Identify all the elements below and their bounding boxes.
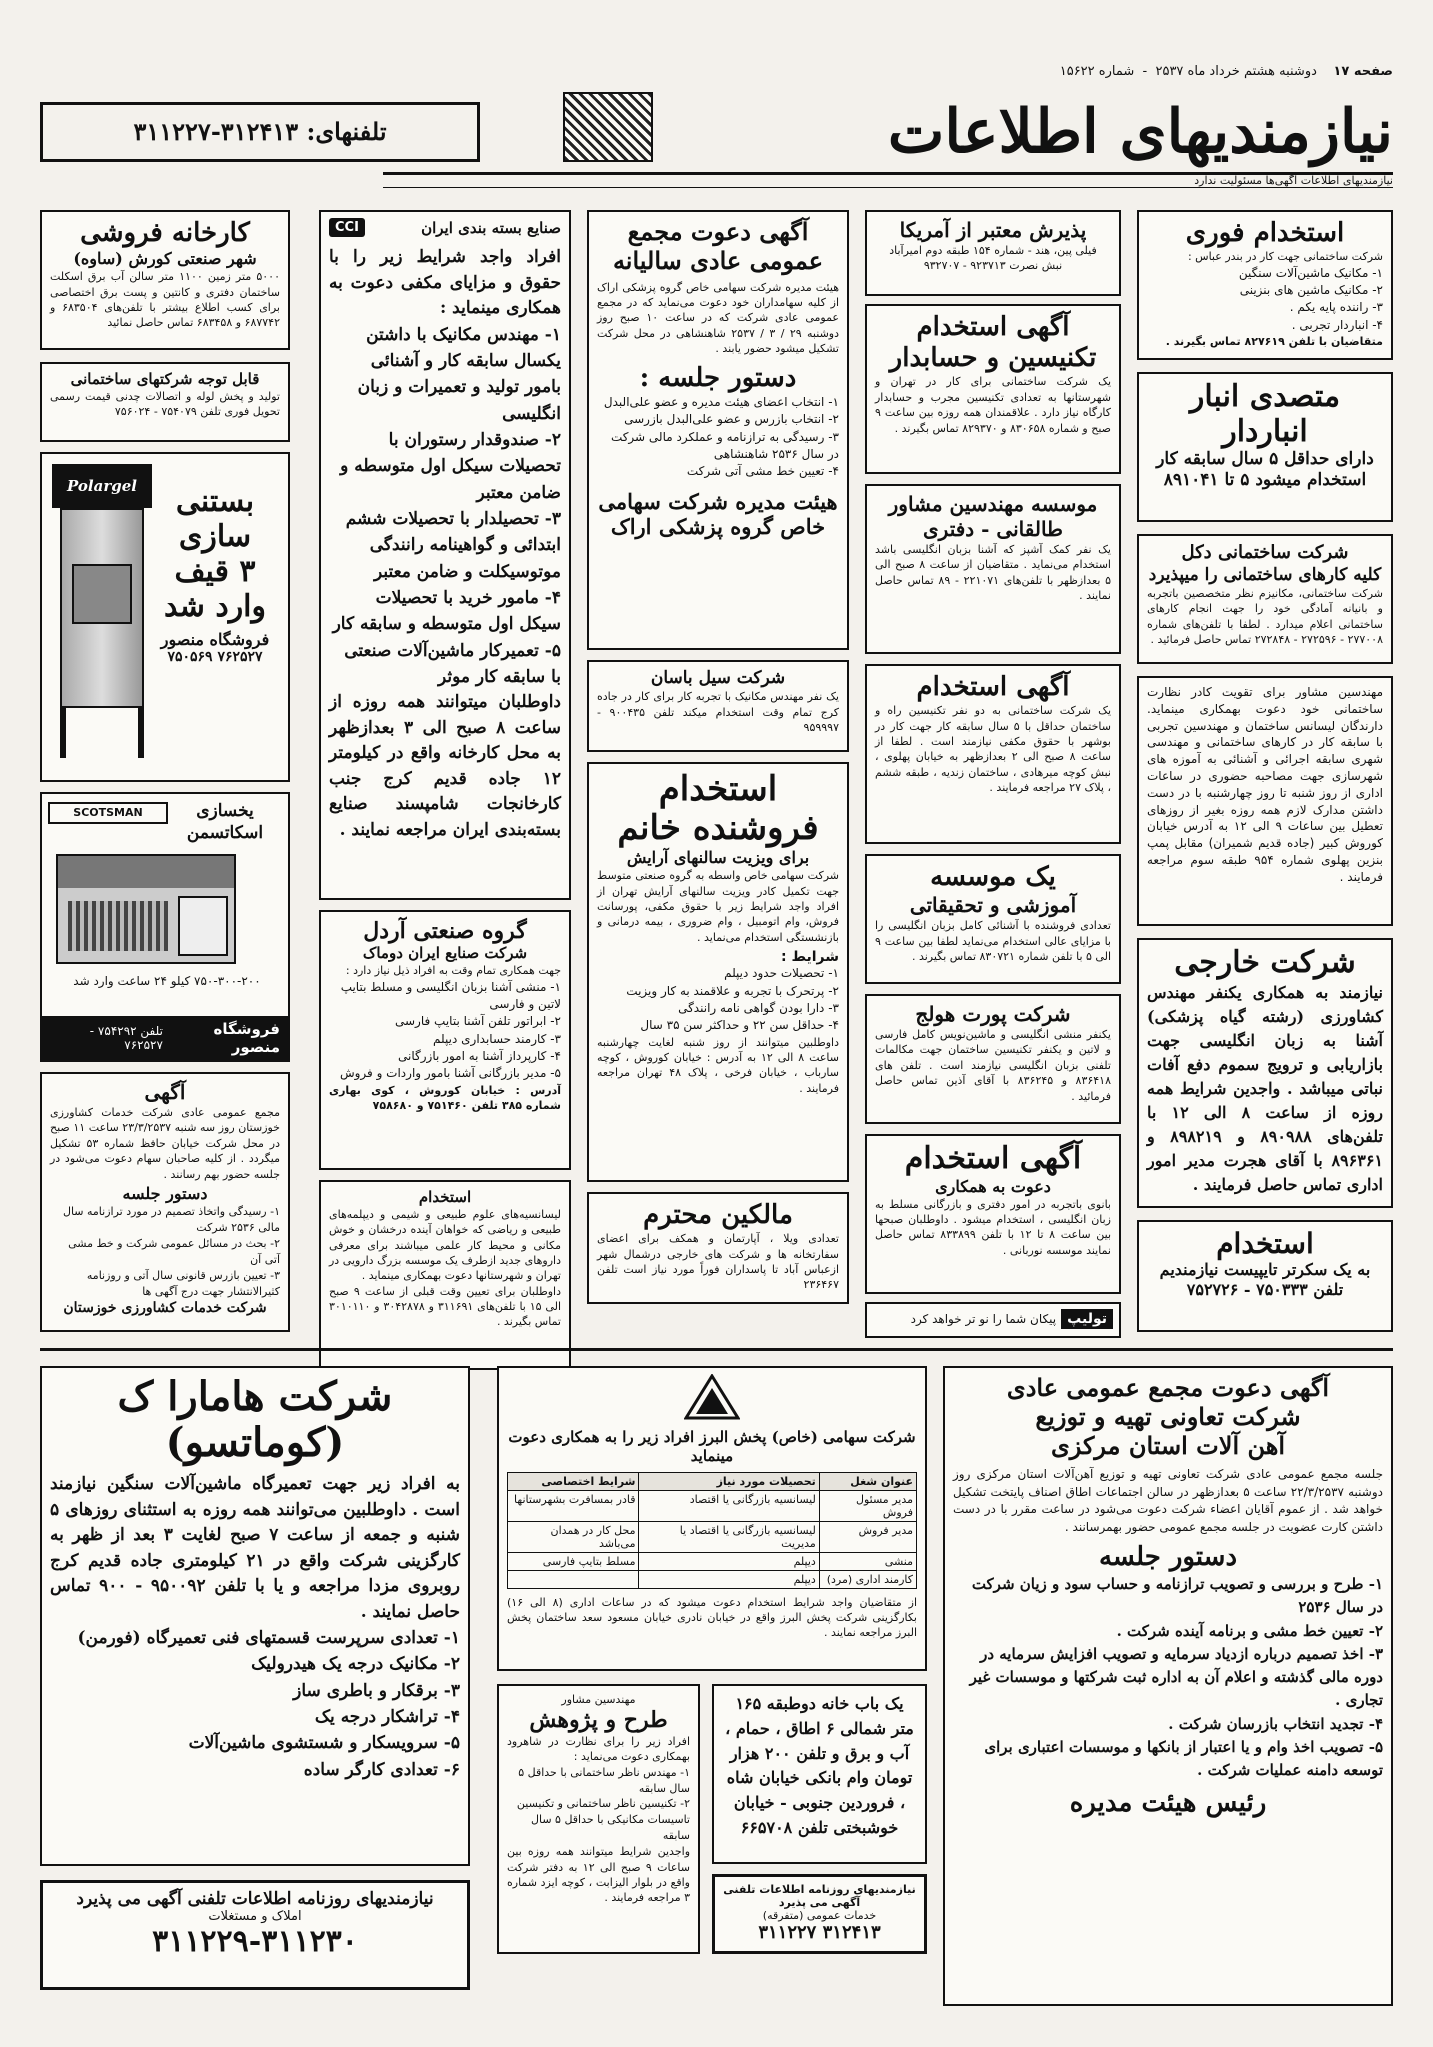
- ad-body: لیسانسیه‌های علوم طبیعی و شیمی و دیپلمه‌های طبیعی و ریاضی که خواهان آینده درخشان و خوش مکانی و محیط کار علمی میباشند برای معرفی داروهای جدید ازطرف یک موسسه بزرگ دارویی در تهران و شهرستانها دعوت بهمکاری مینماید .: [329, 1207, 561, 1283]
- ad-title-2: عمومی عادی سالیانه: [612, 245, 824, 275]
- ad-title: نیازمندیهای روزنامه اطلاعات تلفنی آگهی می پذیرد: [76, 1889, 434, 1909]
- ad-body: یک نفر مهندس مکانیک با تجربه کار برای کار در جاده کرج تمام وقت استخدام میکند تلفن ۹۰۰۴۳۵ - ۹۵۹۹۹۷: [597, 690, 840, 735]
- list-item: ۱- رسیدگی واتخاذ تصمیم در مورد ترازنامه سال مالی ۲۵۳۶ شرکت: [62, 1204, 280, 1234]
- masthead-emblem-icon: [563, 92, 653, 162]
- ad-note: ۷۵۰-۳۰۰-۲۰۰ کیلو ۲۴ ساعت وارد شد: [73, 974, 261, 988]
- ad-hamarak-komatsu: [40, 1366, 470, 1866]
- list-item: ۲- بحث در مسائل عمومی شرکت و خط مشی آتی آن: [68, 1236, 280, 1266]
- list-item: ۱- مهندس ناظر ساختمانی با حداقل ۵ سال سابقه: [518, 1765, 690, 1795]
- ad-title: آگهی دعوت مجمع: [627, 217, 809, 246]
- table-cell: منشی: [819, 1552, 916, 1570]
- ad-body: شرکت ساختمانی جهت کار در بندر عباس :: [1187, 250, 1383, 264]
- ad-body: تعدادی فروشنده با آشنائی کامل بزبان انگلیسی را با مزایای عالی استخدام می‌نماید لطفا بین ساعت ۹ الی ۵ با تلفن شماره ۸۳۰۷۲۱ تماس بگیرند .: [875, 919, 1111, 963]
- ad-title-2: آموزشی و تحقیقاتی: [909, 893, 1077, 918]
- ad-body: یک شرکت ساختمانی به دو نفر تکنیسین راه و ساختمان حداقل با ۵ سال سابقه کار جهت کار در بوشهر با حقوق مکفی نیازمند است . لطفا از ساعت ۸ صبح الی ۲ بعدازظهر به خیابان پهلوی ، نبش کوچه میرهادی ، ساختمان زندیه ، طبقه ششم ، پلاک ۲۷ مراجعه فرمایند .: [875, 704, 1111, 795]
- list-item: ۶- تعدادی کارگر ساده: [303, 1759, 460, 1780]
- ad-phones: ۳۱۲۴۱۳ ۳۱۱۲۲۷: [758, 1922, 881, 1943]
- table-cell: مدیر مسئول فروش: [819, 1490, 916, 1521]
- ad-contact: داوطلبان برای تعیین وقت قبلی از ساعت ۹ صبح الی ۱۵ با تلفن‌های ۳۱۱۶۹۱ و ۳۰۴۲۸۷۸ و ۳۰۱۰۱۱۰ تماس بگیرند .: [329, 1284, 562, 1329]
- list-item: ۱- تعدادی سرپرست قسمتهای فنی تعمیرگاه (فورمن): [77, 1628, 460, 1648]
- ad-body: نیازمند به همکاری یکنفر مهندس کشاورزی (رشته گیاه پزشکی) آشنا به زبان انگلیسی جهت بازاریابی و ترویج سموم دفع آفات نباتی میباشد . واجدین شرایط همه روزه از ساعت ۸ الی ۱۲ با تلفن‌های ۸۹۰۹۸۸ و ۸۹۸۲۱۹ و ۸۹۶۳۶۱ با آقای هجرت مدیر امور اداری تماس حاصل فرمایند .: [1147, 982, 1384, 1194]
- ad-subtitle: دعوت به همکاری: [935, 1176, 1051, 1196]
- ad-title: یک موسسه: [930, 862, 1056, 892]
- table-header: شرایط اختصاصی: [508, 1472, 639, 1490]
- table-row: [508, 1521, 917, 1552]
- ad-title: آگهی استخدام: [916, 312, 1070, 342]
- polargel-line-3: ۳ قیف: [174, 554, 256, 589]
- ad-title: مالکین محترم: [643, 1200, 793, 1230]
- section-divider: [40, 1348, 1393, 1351]
- list-item: ۱- طرح و بررسی و تصویب ترازنامه و حساب سود و زیان شرکت در سال ۲۵۳۶: [971, 1575, 1383, 1617]
- list-item: ۵- تصویب اخذ وام و یا اعتبار از بانکها و موسسات اعتباری برای توسعه دامنه عملیات شرکت .: [984, 1737, 1383, 1780]
- ad-title: شرکت هامارا ک: [117, 1373, 393, 1420]
- list-item: ۳- اخذ تصمیم درباره ازدیاد سرمایه و تصویب افزایش سرمایه در دوره مالی گذشته و اعلام آن به اداره ثبت شرکتها و موسسات غیر تجاری .: [969, 1644, 1383, 1710]
- list-item: ۱- مهندس مکانیک با داشتن یکسال سابقه کار و آشنائی بامور تولید و تعمیرات و زبان انگلیسی: [357, 324, 561, 424]
- cci-logo-icon: CCI: [329, 218, 365, 237]
- ad-footer: از متقاضیان واجد شرایط استخدام دعوت میشود که در ساعات اداری (۸ الی ۱۶) بکارگزینی شرکت پخش البرز واقع در خیابان نادری خیابان مسعود سعد ساختمان پخش البرز مراجعه نمایند .: [507, 1595, 917, 1640]
- ad-contact: واجدین شرایط میتوانند همه روزه بین ساعات ۹ صبح الی ۱۲ به دفتر شرکت واقع در بلوار الیزابت ، کوچه ایزد شماره ۳ مراجعه فرمایند .: [507, 1845, 691, 1905]
- list-item: ۲- مکانیک درجه یک هیدرولیک: [251, 1654, 460, 1675]
- list-item: ۱- انتخاب اعضای هیئت مدیره و عضو علی‌البدل: [603, 394, 839, 409]
- list-item: ۴- انباردار تجربی .: [1291, 317, 1383, 332]
- table-cell: دیپلم: [639, 1570, 819, 1588]
- polargel-line-2: سازی: [178, 519, 252, 554]
- ad-contact: متقاضیان با تلفن ۸۲۷۶۱۹ تماس بگیرند .: [1165, 335, 1383, 349]
- list-item: ۵- تعمیرکار ماشین‌آلات صنعتی با سابقه کار موثر: [344, 640, 561, 687]
- list-item: ۴- تعیین خط مشی آتی شرکت: [686, 464, 839, 479]
- list-item: ۱- تحصیلات حدود دیپلم: [724, 966, 839, 981]
- ad-body: ۵۰۰۰ متر زمین ۱۱۰۰ متر سالن آب برق اسکلت ساختمان دفتری و کانتین و پست برق اختصاصی برای کسب اطلاع بیشتر با تلفن‌های ۶۸۳۵۰۴ و ۶۸۷۷۴۲ و ۶۸۳۴۵۸ تماس حاصل نمائید: [50, 270, 280, 330]
- ad-company-2: آهن آلات استان مرکزی: [1050, 1430, 1286, 1460]
- ad-typist: [1137, 1220, 1393, 1332]
- polargel-text: [150, 484, 280, 665]
- ad-subtitle: شرکت صنایع ایران دوماک: [362, 944, 528, 963]
- table-cell: لیسانسیه بازرگانی یا اقتصاد یا مدیریت: [639, 1521, 819, 1552]
- table-header: تحصیلات مورد نیاز: [639, 1472, 819, 1490]
- list-item: ۴- کارپرداز آشنا به امور بازرگانی: [398, 1049, 561, 1064]
- ad-title: متصدی انبار: [1189, 379, 1341, 414]
- ad-body: یک نفر کمک آشپز که آشنا بزبان انگلیسی باشد استخدام می‌نماید . متقاضیان از ساعت ۸ صبح الی ۵ بعدازظهر با تلفن‌های ۲۲۱۰۷۱ - ۸۹ تماس حاصل نمایند .: [875, 543, 1112, 603]
- ad-note: املاک و مستغلات: [208, 1909, 302, 1924]
- ad-port-holch: [865, 994, 1121, 1124]
- ad-dakal-construction: [1137, 534, 1393, 664]
- ad-signature: شرکت خدمات کشاورزی خوزستان: [63, 1299, 267, 1316]
- list-item: ۲- پرتحرک با تجربه و علاقمند به کار ویزیت: [626, 983, 839, 998]
- masthead-title: نیازمندیهای اطلاعات: [887, 97, 1393, 167]
- ice-cream-machine-icon: [52, 464, 152, 764]
- ad-house-for-sale: [712, 1684, 927, 1864]
- page-number: صفحه ۱۷: [1333, 64, 1393, 79]
- ad-title: استخدام: [1216, 1227, 1314, 1260]
- ad-title-2: فروشنده خانم: [617, 808, 819, 849]
- ad-body: افراد واجد شرایط زیر را با حقوق و مزایای مکفی دعوت به همکاری مینماید :: [329, 247, 561, 318]
- ad-body: پیکان شما را نو تر خواهد کرد: [910, 1312, 1057, 1326]
- masthead: [40, 92, 1393, 190]
- ad-title: کارخانه فروشی: [80, 218, 250, 248]
- ad-telephone-ads-realestate: [40, 1880, 470, 1990]
- list-item: ۱- مکانیک ماشین‌آلات سنگین: [1238, 265, 1383, 280]
- ad-us-admission: [865, 210, 1121, 296]
- polargel-logo: Polargel: [52, 464, 152, 508]
- table-cell: لیسانسیه بازرگانی یا اقتصاد: [639, 1490, 819, 1521]
- ad-title: قابل توجه شرکتهای ساختمانی: [70, 370, 260, 388]
- ad-title: آگهی استخدام: [904, 1141, 1082, 1176]
- shop-phone: تلفن ۷۵۴۲۹۲ - ۷۶۲۵۲۷: [89, 1024, 163, 1052]
- ad-foreign-company: [1137, 938, 1393, 1208]
- ad-body: یک باب خانه دوطبقه ۱۶۵ متر شمالی ۶ اطاق ، حمام ، آب و برق و تلفن ۲۰۰ هزار تومان وام بانکی خیابان شاه ، فروردین جنوبی - خیابان خوشبختی تلفن ۶۶۵۷۰۸: [725, 1694, 914, 1837]
- ad-body: مهندسین مشاور برای تقویت کادر نظارت ساختمانی خود دعوت بهمکاری مینماید. دارندگان لیسانس ساختمان و مهندسین تجربی با سابقه کار در کارهای ساختمانی و مهندسی شهری سابقه اجرائی و آشنائی به آموزه های شهرسازی جهت مصاحبه حضوری در ساعات اداری از روز شنبه تا روز چهارشنبه با در دست داشتن مدارک لازم همه روزه بغیر از روزهای تعطیل بین ساعات ۹ الی ۱۲ به آدرس خیابان کوروش کبیر (جاده قدیم شمیران) مقابل پمپ بنزین پهلوی شماره ۹۵۴ طبقه سوم مراجعه فرمایند .: [1147, 685, 1384, 884]
- ad-signature: رئیس هیئت مدیره: [1069, 1788, 1267, 1819]
- ad-office-lady: [865, 1134, 1121, 1294]
- list-item: ۴- تراشکار درجه یک: [314, 1707, 460, 1728]
- ad-title: طرح و پژوهش: [529, 1707, 668, 1734]
- ad-title-2: طالقانی - دفتری: [923, 517, 1063, 541]
- list-item: ۳- دارا بودن گواهی نامه رانندگی: [678, 1000, 839, 1015]
- ad-body: جهت همکاری تمام وقت به افراد ذیل نیاز دارد :: [345, 964, 561, 978]
- table-cell: قادر بمسافرت بشهرستانها: [508, 1490, 639, 1521]
- ad-saleswoman: [587, 762, 849, 1182]
- ad-signature: هیئت مدیره شرکت سهامی خاص گروه پزشکی اراک: [598, 488, 838, 539]
- ad-title: موسسه مهندسین مشاور: [888, 492, 1098, 516]
- ad-sil-basan: [587, 660, 849, 752]
- positions-table: [507, 1472, 917, 1589]
- ad-factory-sale: [40, 210, 290, 350]
- table-row: [508, 1570, 917, 1588]
- list-item: ۳- کارمند حسابداری دیپلم: [433, 1031, 561, 1046]
- ad-title-2: انباردار: [1222, 413, 1308, 449]
- table-cell: مسلط بتایپ فارسی: [508, 1552, 639, 1570]
- alborz-logo-icon: [507, 1374, 917, 1424]
- list-item: ۳- برقکار و باطری ساز: [293, 1680, 460, 1701]
- table-cell: دیپلم: [639, 1552, 819, 1570]
- ad-body: شرکت سهامی خاص واسطه به گروه صنعتی متوسط جهت تکمیل کادر ویزیت سالنهای آرایش تهران از افراد واجد شرایط زیر با حقوق مکفی، پورسانت فروش، وام اتومبیل ، وام ضروری ، بیمه درمانی و بازنشستگی استخدام می‌نماید .: [597, 869, 839, 944]
- list-item: ۲- مکانیک ماشین های بنزینی: [1239, 282, 1383, 297]
- ad-contact: آدرس : خیابان کوروش ، کوی بهاری شماره ۳۸۵ تلفن ۷۵۱۴۶۰ و ۷۵۸۶۸۰: [329, 1083, 561, 1113]
- ad-title: صنایع بسته بندی ایران: [421, 218, 561, 237]
- ad-educational-institute: [865, 854, 1121, 984]
- ad-subtitle: کلیه کارهای ساختمانی را میپذیرد: [1148, 564, 1382, 585]
- ad-title: استخدام: [658, 769, 778, 809]
- list-item: ۲- صندوقدار رستوران با تحصیلات سیکل اول متوسطه و ضامن معتبر: [340, 429, 561, 503]
- ad-pipe-fittings: [40, 362, 290, 442]
- shop-banner: [42, 1016, 288, 1060]
- ad-body: فیلی پین، هند - شماره ۱۵۴ طبقه دوم امیرآباد: [889, 244, 1097, 257]
- ad-title: استخدام فوری: [1185, 218, 1345, 248]
- ad-technician-accountant: [865, 304, 1121, 474]
- list-item: ۳- تحصیلدار با تحصیلات ششم ابتدائی و گواهینامه رانندگی موتوسیکلت و ضامن معتبر: [345, 508, 561, 582]
- ad-subtitle: برای ویزیت سالنهای آرایش: [626, 848, 810, 868]
- list-item: ۴- حداقل سن ۲۲ و حداکثر سن ۳۵ سال: [640, 1018, 839, 1033]
- ad-body: هیئت مدیره شرکت سهامی خاص گروه پزشکی اراک از کلیه سهامداران خود دعوت می‌نماید که در مجمع عمومی عادی شرکت که در ساعت ۱۰ صبح روز دوشنبه ۲۹ / ۳ / ۲۵۳۷ شاهنشاهی در محل شرکت تشکیل میشود حضور یابند .: [597, 280, 839, 356]
- ad-polargel: [40, 452, 290, 782]
- table-header: عنوان شغل: [819, 1472, 916, 1490]
- ad-body: به یک سکرتر تایپیست نیازمندیم: [1159, 1260, 1371, 1280]
- ad-body: بانوی باتجربه در امور دفتری و بازرگانی مسلط به زبان انگلیسی ، استخدام میشود . داوطلبان صبحها بین ساعت ۸ تا ۱۲ با تلفن ۸۳۳۸۹۹ تماس حاصل نمایند موسسه نوربانی .: [875, 1197, 1112, 1257]
- polargel-line-4: وارد شد: [164, 589, 266, 624]
- ad-body: به افراد زیر جهت تعمیرگاه ماشین‌آلات سنگین نیازمند است . داوطلبین می‌توانند همه روزه به استثنای روزهای ۵ شنبه و جمعه از ساعت ۷ صبح لغایت ۳ بعد از ظهر به کارگزینی شرکت واقع در ۲۱ کیلومتری جاده قدیم کرج روبروی مزدا مراجعه و یا با تلفن ۹۵۰۰۹۲ - ۹۰۰ تماس حاصل نمایند .: [50, 1474, 461, 1622]
- conditions-title: شرایط :: [781, 949, 839, 966]
- ad-warehouse-keeper: [1137, 372, 1393, 522]
- masthead-subtitle: نیازمندیهای اطلاعات آگهی‌ها مسئولیت ندارد: [383, 172, 1393, 188]
- scotsman-logo: SCOTSMAN: [48, 802, 168, 824]
- masthead-phones: تلفنهای: ۳۱۲۴۱۳-۳۱۱۲۲۷: [40, 102, 480, 162]
- ad-urgent-hiring: [1137, 210, 1393, 360]
- agenda-title: دستور جلسه :: [639, 362, 797, 393]
- ad-subtitle: شهر صنعتی کورش (ساوه): [73, 249, 257, 269]
- ad-title: شرکت خارجی: [1174, 945, 1356, 980]
- ad-dear-owners: [587, 1192, 849, 1304]
- ad-title: شرکت پورت هولج: [915, 1002, 1071, 1026]
- ad-body: تعدادی ویلا ، آپارتمان و همکف برای اعضای سفارتخانه ها و شرکت های خارجی درشمال شهر ازعباس آباد تا پاسداران فوراً مورد نیاز است تلفن ۲۳۶۴۶۷: [597, 1232, 839, 1292]
- list-item: ۵- مدیر بازرگانی آشنا بامور واردات و فروش: [339, 1066, 561, 1081]
- ad-title: نیازمندیهای روزنامه اطلاعات تلفنی آگهی می پذیرد: [723, 1883, 916, 1909]
- ad-tarh-pajouhesh: [497, 1684, 700, 1954]
- ad-taleghani-daftari: [865, 484, 1121, 654]
- list-item: ۱- منشی آشنا بزبان انگلیسی و مسلط بتایپ لاتین و فارسی: [340, 979, 561, 1011]
- ad-title: تولیپ: [1061, 1309, 1113, 1329]
- ad-iran-packaging: [319, 210, 571, 900]
- ad-body: مجمع عمومی عادی شرکت خدمات کشاورزی خوزستان روز سه شنبه ۲۳/۳/۲۵۳۷ ساعت ۱۱ صبح در محل شرکت خیابان حافظ شماره ۵۳ تشکیل میگردد . از کلیه صاحبان سهام دعوت می‌شود در جلسه حضور بهم رسانند .: [50, 1106, 280, 1181]
- ad-body: افراد زیر را برای نظارت در شاهرود بهمکاری دعوت می‌نماید :: [507, 1734, 690, 1764]
- issue-date: دوشنبه هشتم خرداد ماه ۲۵۳۷: [1155, 64, 1317, 79]
- list-item: ۳- راننده پایه یکم .: [1289, 300, 1383, 315]
- ad-contact: داوطلبان میتوانند همه روزه از ساعت ۸ صبح الی ۳ بعدازظهر به محل کارخانه واقع در کیلومتر ۱۲ جاده قدیم کرج جنب کارخانجات شامپسند صنایع بسته‌بندی ایران مراجعه نمایند .: [329, 692, 562, 840]
- ad-title: شرکت سهامی (خاص) پخش البرز افراد زیر را به همکاری دعوت مینماید: [508, 1428, 916, 1465]
- ad-body: تولید و پخش لوله و اتصالات چدنی قیمت رسمی تحویل فوری تلفن ۷۵۴۰۷۹ - ۷۵۶۰۲۴: [50, 389, 280, 419]
- shop-name: فروشگاه منصور: [160, 630, 270, 649]
- agenda-title: دستور جلسه: [122, 1183, 208, 1203]
- ad-scotsman: [40, 792, 290, 1062]
- ad-title-2: تکنیسین و حسابدار: [889, 343, 1097, 374]
- agenda-title: دستور جلسه: [1098, 1541, 1238, 1572]
- ad-title: آگهی استخدام: [916, 672, 1070, 702]
- ad-body: جلسه مجمع عمومی عادی شرکت تعاونی تهیه و توزیع آهن‌آلات استان مرکزی روز دوشنبه ۲۲/۳/۲۵۳۷ ساعت ۵ بعدازظهر در سالن اجتماعات اطاق اصناف پایتخت تشکیل خواهد شد . از عموم آقایان اعضاء شرکت دعوت می‌شود در ساعت مقرر با در دست داشتن کارت عضویت در جلسه مجمع عمومی حضور بهمرسانند .: [953, 1467, 1383, 1534]
- ad-alborz-distribution: [497, 1366, 927, 1671]
- table-cell: [508, 1570, 639, 1588]
- ad-steel-coop-meeting: [943, 1366, 1393, 2006]
- issue-number: شماره ۱۵۶۲۲: [1059, 64, 1135, 79]
- ad-body: یک شرکت ساختمانی برای کار در تهران و شهرستانها به تعدادی تکنیسین مجرب و حسابدار کارگاه نیاز دارد . علاقمندان همه روزه بین ساعت ۹ صبح و شماره ۸۳۰۶۵۸ و ۸۲۹۳۷۰ تماس بگیرند .: [875, 375, 1111, 435]
- ad-contact: داوطلبین میتوانند از روز شنبه لغایت چهارشنبه ساعت ۸ الی ۱۲ به آدرس : خیابان کوروش ، کوچه سارباب ، خیابان فرخی ، پلاک ۴۸ تهران مراجعه فرمایند .: [597, 1035, 839, 1095]
- ad-body: شرکت ساختمانی، مکانیزم نظر متخصصین باتجربه و بانیانه آمادگی خود را جهت انجام کارهای ساختمانی اعلام میدارد . لطفا با تلفن‌های شماره ۲۷۷۰۰۸ - ۲۷۲۵۹۶ - ۲۷۲۸۴۸ تماس حاصل فرمائید .: [1147, 586, 1383, 646]
- ad-khuzestan-agri: [40, 1072, 290, 1332]
- list-item: ۲- تعیین خط مشی و برنامه آینده شرکت .: [1116, 1621, 1383, 1640]
- table-cell: محل کار در همدان می‌باشد: [508, 1521, 639, 1552]
- ice-maker-icon: [56, 854, 236, 964]
- table-row: [508, 1490, 917, 1521]
- list-item: ۲- انتخاب بازرس و عضو علی‌البدل بازرسی: [624, 412, 839, 427]
- ad-company: شرکت تعاونی تهیه و توزیع: [1035, 1401, 1301, 1431]
- ad-phones: ۳۱۱۲۲۹-۳۱۱۲۳۰: [152, 1924, 358, 1959]
- ad-title: پذیرش معتبر از آمریکا: [899, 218, 1087, 242]
- ad-title: استخدام: [418, 1188, 472, 1206]
- ad-consulting-engineers: [1137, 676, 1393, 926]
- ad-ardel-industrial: [319, 910, 571, 1170]
- list-item: ۴- مامور خرید با تحصیلات سیکل اول متوسطه و سابقه کار: [332, 587, 561, 635]
- ad-title: شرکت ساختمانی دکل: [1181, 542, 1349, 563]
- ad-phone: تلفن ۷۵۰۳۳۳ - ۷۵۲۷۲۶: [1186, 1280, 1344, 1300]
- ad-telephone-ads-general: [712, 1874, 927, 1954]
- list-item: ۲- ابراتور تلفن آشنا بتایپ فارسی: [395, 1014, 561, 1029]
- table-cell: مدیر فروش: [819, 1521, 916, 1552]
- page-info: صفحه ۱۷ دوشنبه هشتم خرداد ماه ۲۵۳۷ - شماره ۱۵۶۲۲: [1059, 64, 1393, 79]
- ad-contact: نبش نصرت ۹۲۳۷۱۳ - ۹۳۲۷۰۷: [923, 259, 1063, 273]
- list-item: ۳- رسیدگی به ترازنامه و عملکرد مالی شرکت در سال ۲۵۳۶ شاهنشاهی: [610, 429, 839, 461]
- list-item: ۳- تعیین بازرس قانونی سال آتی و روزنامه کثیرالانتشار جهت درج آگهی ها: [86, 1268, 280, 1298]
- table-cell: کارمند اداری (مرد): [819, 1570, 916, 1588]
- ad-body: یکنفر منشی انگلیسی و ماشین‌نویس کامل فارسی و لاتین و یکنفر تکنیسین ساختمان جهت مکالمات تلفنی بزبان انگلیسی نیازمند است . تلفن های ۸۳۶۴۱۸ و ۸۳۶۲۴۵ با آقای آذین تماس حاصل فرمائید .: [875, 1028, 1111, 1103]
- ad-title: یخسازی اسکاتسمن: [186, 801, 264, 844]
- list-item: ۲- تکنیسین ناظر ساختمانی و تکنیسین تاسیسات مکانیکی با حداقل ۵ سال سابقه: [516, 1797, 690, 1843]
- ad-subtitle: مهندسین مشاور: [561, 1693, 636, 1706]
- ad-title-2: (کوماتسو): [165, 1419, 345, 1466]
- ad-arak-medical-meeting: [587, 210, 849, 650]
- ad-title: آگهی دعوت مجمع عمومی عادی: [1006, 1373, 1330, 1402]
- ad-title: آگهی: [144, 1080, 186, 1104]
- shop-phone: ۷۶۲۵۲۷ ۷۵۰۵۶۹: [167, 649, 263, 665]
- shop-name: فروشگاه منصور: [213, 1020, 280, 1056]
- ad-body: دارای حداقل ۵ سال سابقه کار استخدام میشود ۵ تا ۸۹۱۰۴۱: [1156, 449, 1374, 491]
- ad-note: خدمات عمومی (متفرقه): [762, 1909, 877, 1922]
- list-item: ۴- تجدید انتخاب بازرسان شرکت .: [1168, 1714, 1383, 1733]
- ad-pharma-recruit: [319, 1180, 571, 1370]
- list-item: ۵- سرویسکار و شستشوی ماشین‌آلات: [188, 1733, 460, 1754]
- polargel-line-1: بستنی: [175, 484, 255, 519]
- table-row: [508, 1552, 917, 1570]
- ad-title: شرکت سیل باسان: [650, 668, 786, 688]
- ad-tulip: [865, 1302, 1121, 1338]
- ad-title: گروه صنعتی آردل: [363, 918, 527, 944]
- ad-bushehr-technicians: [865, 664, 1121, 844]
